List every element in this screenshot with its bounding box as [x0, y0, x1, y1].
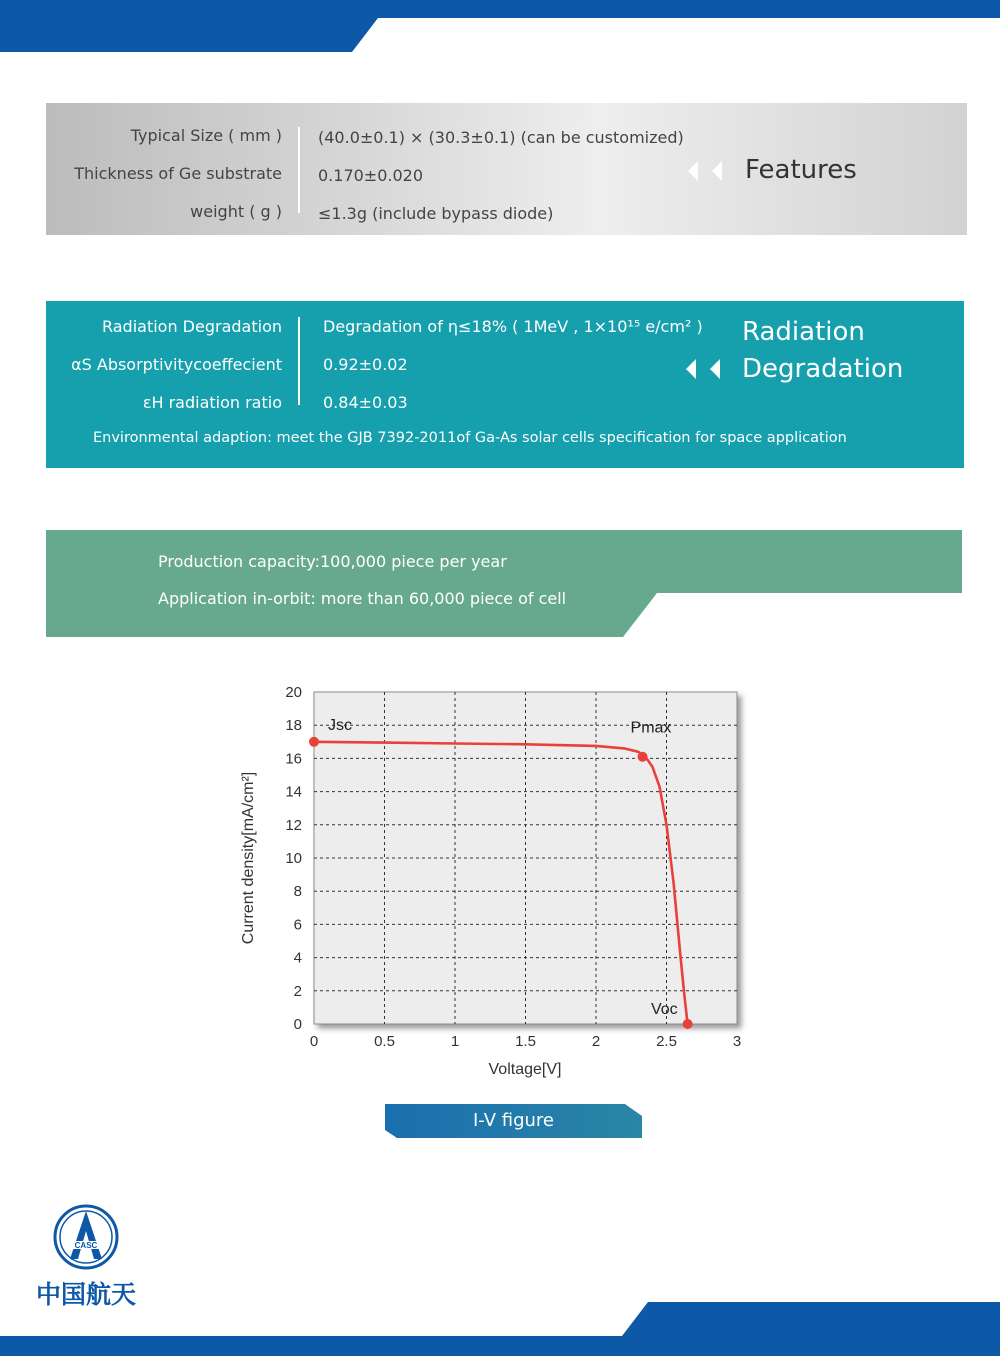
y-tick-label: 16: [285, 750, 302, 768]
features-labels: [46, 123, 282, 237]
features-value: 0.170±0.020: [318, 166, 424, 185]
x-tick-label: 3: [732, 1033, 742, 1050]
y-tick-label: 8: [293, 883, 302, 901]
y-tick-label: 12: [285, 816, 302, 834]
y-tick-label: 0: [293, 1016, 302, 1033]
radiation-title-line1: Radiation: [742, 317, 865, 347]
radiation-value: Degradation of η≤18% ( 1MeV , 1×10¹⁵ e/cm² ): [323, 317, 703, 336]
x-tick-label: 2: [591, 1033, 601, 1050]
production-panel: [46, 530, 962, 637]
y-tick-label: 6: [293, 916, 302, 934]
features-panel: [46, 103, 967, 235]
x-tick-label: 1.5: [515, 1033, 536, 1050]
y-tick-label: 10: [285, 850, 302, 867]
radiation-value: 0.84±0.03: [323, 393, 408, 412]
svg-text:CASC: CASC: [74, 1241, 98, 1250]
bottom-decorative-band: [0, 1300, 1000, 1356]
radiation-values: [323, 313, 703, 427]
curve-marker: [309, 737, 319, 747]
svg-text:中国航天: 中国航天: [35, 1280, 137, 1309]
features-label: weight ( g ): [190, 202, 282, 221]
top-decorative-band: [0, 0, 1000, 55]
features-value: ≤1.3g (include bypass diode): [318, 204, 554, 223]
radiation-title-line2: Degradation: [742, 354, 904, 384]
x-tick-label: 2.5: [656, 1033, 677, 1050]
x-axis-label: Voltage[V]: [488, 1061, 562, 1078]
radiation-label: αS Absorptivitycoeffecient: [71, 355, 282, 374]
in-orbit-application: Application in-orbit: more than 60,000 piece of cell: [158, 589, 567, 608]
production-background: [46, 530, 962, 637]
annotation-label: Jsc: [328, 716, 352, 734]
caption-text: I-V figure: [472, 1110, 555, 1131]
features-title: Features: [745, 155, 857, 185]
y-tick-label: 18: [285, 717, 302, 735]
double-arrow-left-icon: [686, 359, 726, 379]
casc-logo: [34, 1203, 144, 1313]
chart-caption: [385, 1104, 642, 1138]
production-capacity: Production capacity:100,000 piece per year: [158, 552, 507, 571]
iv-chart: [230, 675, 770, 1090]
features-label: Thickness of Ge substrate: [74, 164, 282, 183]
double-arrow-left-icon: [688, 161, 728, 181]
features-divider: [298, 127, 300, 213]
x-tick-label: 0: [309, 1033, 319, 1050]
radiation-panel: [46, 301, 964, 468]
x-axis-ticks: [310, 1033, 741, 1050]
radiation-labels: [46, 313, 282, 427]
y-axis-ticks: [285, 684, 302, 1033]
x-tick-label: 0.5: [374, 1033, 395, 1050]
environment-note: Environmental adaption: meet the GJB 7392-2011of Ga-As solar cells specification for space application: [93, 430, 847, 446]
y-tick-label: 4: [293, 949, 302, 967]
features-value: (40.0±0.1) × (30.3±0.1) (can be customized): [318, 128, 684, 147]
radiation-divider: [298, 317, 300, 405]
y-tick-label: 2: [293, 982, 302, 1000]
y-tick-label: 14: [285, 783, 302, 801]
y-tick-label: 20: [285, 684, 302, 701]
radiation-label: Radiation Degradation: [101, 317, 282, 336]
features-label: Typical Size ( mm ): [130, 126, 282, 145]
radiation-label: εH radiation ratio: [142, 393, 282, 412]
y-axis-label: Current density[mA/cm²]: [240, 771, 257, 945]
annotation-label: Pmax: [630, 719, 672, 737]
annotation-label: Voc: [650, 1001, 678, 1018]
radiation-value: 0.92±0.02: [323, 355, 408, 374]
features-values: [318, 125, 684, 239]
curve-marker: [638, 752, 648, 762]
curve-marker: [683, 1019, 693, 1029]
x-tick-label: 1: [450, 1033, 460, 1050]
